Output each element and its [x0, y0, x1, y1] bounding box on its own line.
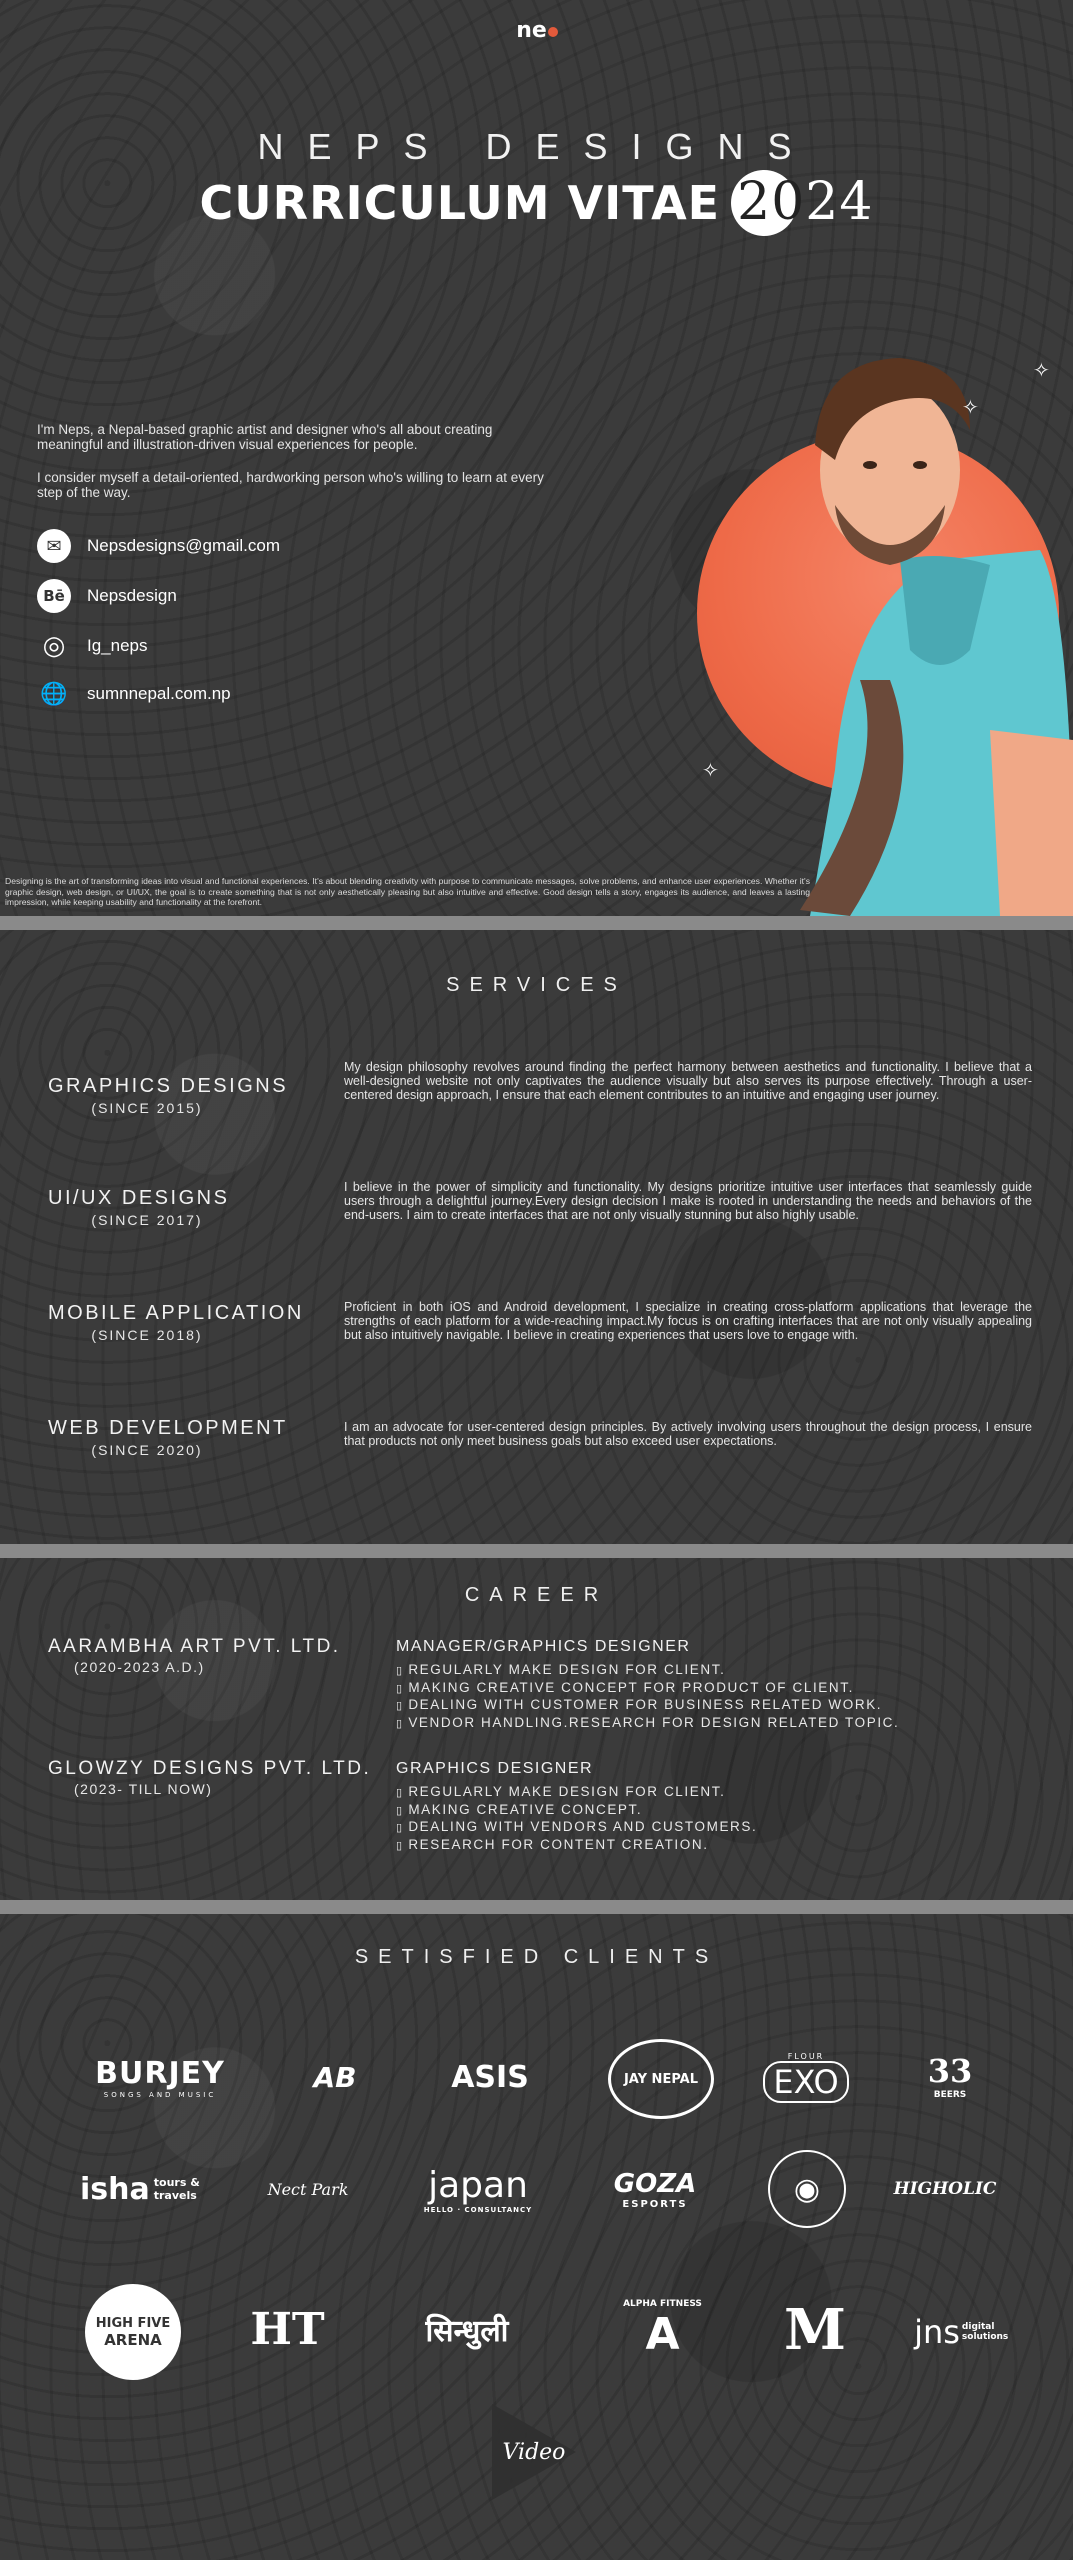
mail-icon: ✉ [37, 529, 71, 563]
highholic-logo: HIGHOLIC [893, 2179, 997, 2199]
intro-paragraph-1: I'm Neps, a Nepal-based graphic artist and designer who's all about creating meaningful and illustration-driven visual experiences for people. [37, 422, 493, 452]
seal-logo: ◉ [768, 2150, 846, 2228]
cv-year: 2024 [737, 172, 873, 232]
globe-icon: 🌐 [40, 681, 68, 707]
ht-logo: HT [250, 2303, 325, 2355]
contact-email[interactable] [37, 529, 280, 563]
video-logo: Video [484, 2404, 584, 2500]
contact-instagram-text: Ig_neps [87, 636, 148, 655]
job-duties [396, 1662, 899, 1732]
job-duties [396, 1784, 757, 1854]
duty-item: ▯ MAKING CREATIVE CONCEPT. [396, 1802, 757, 1820]
contact-website-text: sumnnepal.com.np [87, 684, 231, 703]
sparkle-icon: ✧ [962, 397, 979, 419]
sindhuli-logo: सिन्धुली [425, 2313, 509, 2349]
service-name: WEB DEVELOPMENT [48, 1417, 288, 1439]
company-years: (2020-2023 A.D.) [74, 1659, 205, 1675]
jay-nepal-logo: JAY NEPAL [608, 2039, 714, 2119]
service-name: GRAPHICS DESIGNS [48, 1075, 289, 1097]
duty-item: ▯ MAKING CREATIVE CONCEPT FOR PRODUCT OF CLIENT. [396, 1680, 899, 1698]
behance-icon: Bē [37, 579, 71, 613]
service-description: Proficient in both iOS and Android development, I specialize in creating cross-platform applications that leverage the strengths of each platform for a wide-reaching impact.My focus is on crafting interfaces that are not only visually appealing but also intuitively navigable. I believe in creating experiences that users love to engage with. [344, 1300, 1032, 1342]
instagram-icon: ◎ [42, 631, 66, 661]
contact-email-text: Nepsdesigns@gmail.com [87, 536, 281, 555]
duty-item: ▯ VENDOR HANDLING.RESEARCH FOR DESIGN RELATED TOPIC. [396, 1715, 899, 1733]
duty-item: ▯ REGULARLY MAKE DESIGN FOR CLIENT. [396, 1784, 757, 1802]
duty-item: ▯ DEALING WITH VENDORS AND CUSTOMERS. [396, 1819, 757, 1837]
m-logo: M [784, 2297, 846, 2363]
service-description: I believe in the power of simplicity and functionality. My designs prioritize intuitive user interfaces that seamlessly guide users through a delightful journey.Every design decision I make is rooted in understanding the needs and behaviors of the end-users. I aim to create interfaces that are not only visually stunning but also highly usable. [344, 1180, 1032, 1222]
company-years: (2023- TILL NOW) [74, 1781, 213, 1797]
contact-website[interactable] [37, 677, 231, 711]
services-section [0, 930, 1073, 1544]
service-since: (SINCE 2020) [91, 1442, 203, 1458]
isha-tours-logo: isha tours & travels [80, 2171, 200, 2207]
service-since: (SINCE 2018) [91, 1327, 203, 1343]
designer-portrait [740, 350, 1073, 916]
service-name: MOBILE APPLICATION [48, 1302, 304, 1324]
career-section [0, 1558, 1073, 1900]
clients-title: SETISFIED CLIENTS [354, 1946, 719, 1968]
asis-logo: ASIS [451, 2059, 529, 2095]
job-role: GRAPHICS DESIGNER [396, 1760, 594, 1777]
service-since: (SINCE 2015) [91, 1100, 203, 1116]
duty-item: ▯ DEALING WITH CUSTOMER FOR BUSINESS RELATED WORK. [396, 1697, 899, 1715]
brand-name: NEPS DESIGNS [257, 126, 816, 167]
sparkle-icon: ✧ [1033, 360, 1050, 382]
service-name: UI/UX DESIGNS [48, 1187, 230, 1209]
cv-title-text: CURRICULUM VITAE [199, 176, 721, 230]
goza-esports-logo: GOZA ESPORTS [613, 2168, 697, 2210]
duty-item: ▯ RESEARCH FOR CONTENT CREATION. [396, 1837, 757, 1855]
burjey-logo: BURJEY SONGS AND MUSIC [95, 2055, 225, 2099]
alpha-fitness-logo: ALPHA FITNESS A [623, 2298, 702, 2360]
jns-digital-logo: jns digital solutions [914, 2313, 1009, 2351]
section-divider [0, 1544, 1073, 1558]
contact-instagram[interactable] [37, 629, 148, 663]
company-name: AARAMBHA ART PVT. LTD. [48, 1636, 341, 1657]
design-footnote: Designing is the art of transforming ideas into visual and functional experiences. It's about blending creativity with purpose to communicate messages, solve problems, and enhance user experiences. Whether it's graphic design, web design, or UI/UX, the goal is to create something that is not only aesthetically pleasing but also intuitive and effective. Good design tells a story, engages its audience, and leaves a lasting impression, while keeping usability and functionality at the forefront. [5, 876, 810, 907]
services-title: SERVICES [446, 974, 627, 996]
hello-japan-logo: japan HELLO · CONSULTANCY [423, 2164, 533, 2214]
job-role: MANAGER/GRAPHICS DESIGNER [396, 1638, 691, 1655]
neps-logo[interactable]: ne [510, 18, 564, 44]
intro-paragraph-2: I consider myself a detail-oriented, hardworking person who's willing to learn at every step of the way. [37, 470, 544, 500]
career-title: CAREER [464, 1584, 609, 1606]
exo-logo: FLOUR EXO [756, 2042, 856, 2112]
contact-behance[interactable] [37, 579, 177, 613]
cv-title [0, 172, 1073, 232]
ab-logo: AB [313, 2060, 357, 2094]
section-divider [0, 1900, 1073, 1914]
service-description: I am an advocate for user-centered design principles. By actively involving users throughout the design process, I ensure that products not only meet business goals but also exceed user expectations. [344, 1420, 1032, 1448]
service-description: My design philosophy revolves around finding the perfect harmony between aesthetics and functionality. I believe that a well-designed website not only captivates the audience visually but also serves its purpose effectively. Through a user-centered design approach, I ensure that each element contributes to an intuitive and engaging user journey. [344, 1060, 1032, 1102]
clients-section [0, 1914, 1073, 2560]
service-since: (SINCE 2017) [91, 1212, 203, 1228]
contact-behance-text: Nepsdesign [87, 586, 177, 605]
nect-park-logo: Nect Park [267, 2179, 349, 2199]
33-beers-logo: 33 BEERS [927, 2052, 973, 2100]
sparkle-icon: ✧ [702, 760, 719, 782]
company-name: GLOWZY DESIGNS PVT. LTD. [48, 1758, 372, 1779]
section-divider [0, 916, 1073, 930]
hero-section [0, 0, 1073, 916]
high-five-arena-logo: HIGH FIVE ARENA [85, 2284, 181, 2380]
duty-item: ▯ REGULARLY MAKE DESIGN FOR CLIENT. [396, 1662, 899, 1680]
